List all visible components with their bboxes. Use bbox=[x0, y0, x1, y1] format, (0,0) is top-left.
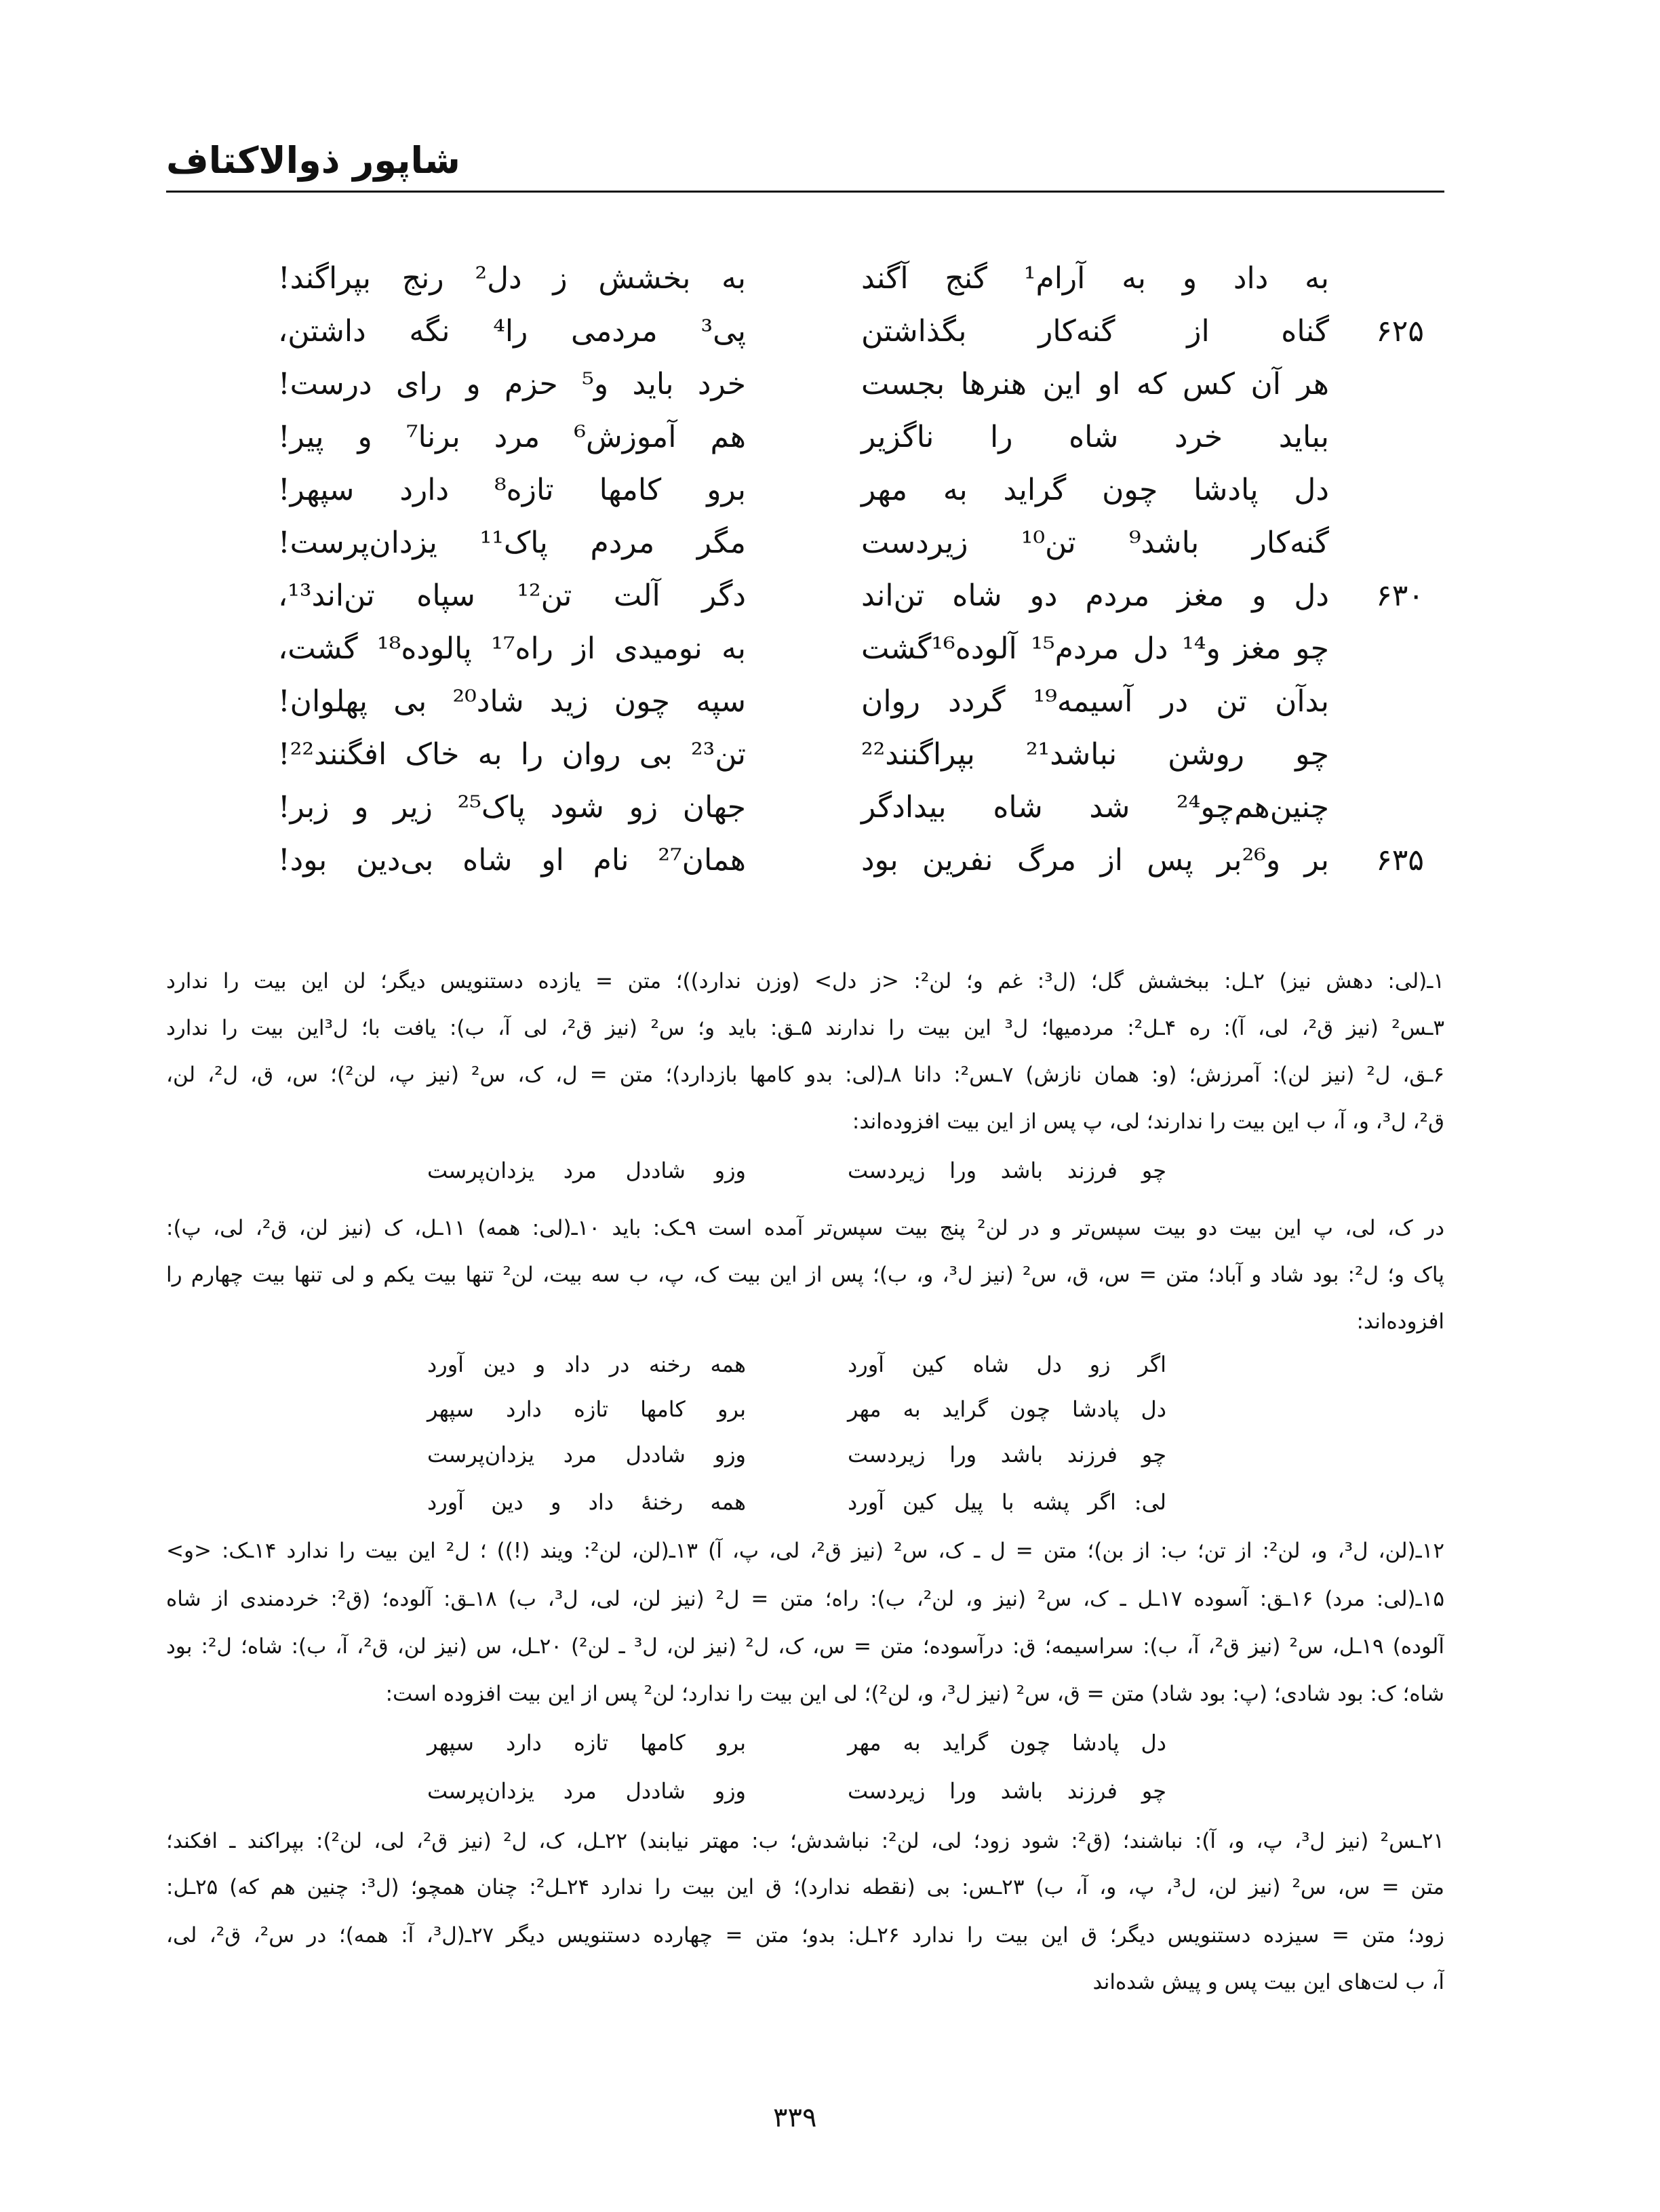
verse-row bbox=[258, 843, 1424, 890]
inserted-verse-second: وزو شاددل مرد یزدان‌پرست bbox=[427, 1442, 746, 1467]
inserted-verse-first: چو فرزند باشد ورا زیردست bbox=[848, 1778, 1166, 1804]
inserted-verse-first: چو فرزند باشد ورا زیردست bbox=[848, 1442, 1166, 1467]
footnote-line: ۳ـس² (نیز ق²، لی، آ): ره ۴ـل²: مردمیها؛ ل³ این بیت را ندارند ۵ـق: باید و؛ س² (نیز ق²، لی آ، ب): یافت با؛ ل³این بیت را ندارد bbox=[166, 1016, 1444, 1040]
inserted-verse-first: چو فرزند باشد ورا زیردست bbox=[848, 1158, 1166, 1183]
footnote-line: آلوده) ۱۹ـل، س² (نیز ق²، آ، ب): سراسیمه؛ ق: درآسوده؛ متن = س، ک، ل² (نیز لن، ل³ ـ لن²) ۲۰ـل، س (نیز لن، ق²، آ، ب): شاه؛ ل²: بود bbox=[166, 1634, 1444, 1659]
verse-row bbox=[258, 261, 1424, 309]
verse-first-hemistich: بر و²⁶بر پس از مرگ نفرین بود bbox=[861, 843, 1329, 877]
verse-first-hemistich: گناه از گنه‌کار بگذاشتن bbox=[861, 314, 1329, 349]
verse-second-hemistich: هم آموزش⁶ مرد برنا⁷ و پیر! bbox=[278, 420, 746, 454]
footnote-line: پاک و؛ ل²: بود شاد و آباد؛ متن = س، ق، س² (نیز ل³، و، ب)؛ پس از این بیت ک، پ، ب سه بیت، لن² تنها بیت یکم و لی تنها بیت چهارم را bbox=[166, 1263, 1444, 1287]
verse-second-hemistich: جهان زو شود پاک²⁵ زیر و زبر! bbox=[278, 790, 746, 825]
verse-second-hemistich: به بخشش ز دل² رنج بپراگند! bbox=[278, 261, 746, 296]
verse-row bbox=[258, 631, 1424, 679]
verse-second-hemistich: سپه چون زید شاد²⁰ بی پهلوان! bbox=[278, 684, 746, 719]
verse-first-hemistich: بدآن تن در آسیمه¹⁹ گردد روان bbox=[861, 684, 1329, 719]
verse-second-hemistich: به نومیدی از راه¹⁷ پالوده¹⁸ گشت، bbox=[278, 631, 746, 666]
verse-second-hemistich: دگر آلت تن¹² سپاه تن‌اند¹³، bbox=[278, 578, 746, 613]
verse-number: ۶۳۵ bbox=[1376, 843, 1424, 877]
inserted-verse bbox=[380, 1158, 1166, 1191]
verse-first-hemistich: چنین‌هم‌چو²⁴ شد شاه بیدادگر bbox=[861, 790, 1329, 825]
verse-first-hemistich: هر آن کس که او این هنرها بجست bbox=[861, 367, 1329, 401]
footnote-line: شاه؛ ک: بود شادی؛ (پ: بود شاد) متن = ق، س² (نیز ل³، و، لن²)؛ لی این بیت را ندارد؛ لن² پس از این بیت افزوده است: bbox=[385, 1682, 1444, 1706]
inserted-verse bbox=[380, 1730, 1166, 1764]
inserted-verse-second: برو کامها تازه دارد سپهر bbox=[427, 1396, 746, 1422]
inserted-verse-second: همه رخنهٔ داد و دین آورد bbox=[427, 1489, 746, 1515]
header-rule bbox=[166, 191, 1444, 193]
inserted-verse-first: اگر زو دل شاه کین آورد bbox=[848, 1351, 1166, 1377]
verse-row bbox=[258, 367, 1424, 414]
page-title: شاپور ذوالاکتاف bbox=[166, 139, 460, 182]
verse-second-hemistich: همان²⁷ نام او شاه بی‌دین بود! bbox=[278, 843, 746, 877]
verse-first-hemistich: بباید خرد شاه را ناگزیر bbox=[861, 420, 1329, 454]
verse-second-hemistich: برو کامها تازه⁸ دارد سپهر! bbox=[278, 473, 746, 507]
verse-first-hemistich: چو مغز و¹⁴ دل مردم¹⁵ آلوده¹⁶گشت bbox=[861, 631, 1329, 666]
inserted-verse-first: دل پادشا چون گراید به مهر bbox=[848, 1730, 1166, 1756]
footnote-line: ۱۵ـ(لی: مرد) ۱۶ـق: آسوده ۱۷ـل ـ ک، س² (نیز و، لن²، ب): راه؛ متن = ل² (نیز لن، لی، ل³، ب) ۱۸ـق: آلوده؛ (ق²: خردمندی از شاه bbox=[166, 1587, 1444, 1611]
verse-second-hemistich: خرد باید و⁵ حزم و رای درست! bbox=[278, 367, 746, 401]
verse-row bbox=[258, 314, 1424, 361]
inserted-verse-second: همه رخنه در داد و دین آورد bbox=[427, 1351, 746, 1377]
inserted-verse bbox=[380, 1489, 1166, 1523]
footnote-line: ۱ـ(لی: دهش نیز) ۲ـل: ببخشش گل؛ (ل³: غم و؛ لن²: <ز دل> (وزن ندارد))؛ متن = یازده دستنویس دیگر؛ لن این بیت را ندارد bbox=[166, 969, 1444, 993]
footnote-line: افزوده‌اند: bbox=[1356, 1309, 1444, 1334]
verse-first-hemistich: به داد و به آرام¹ گنج آگند bbox=[861, 261, 1329, 296]
verse-second-hemistich: مگر مردم پاک¹¹ یزدان‌پرست! bbox=[278, 526, 746, 560]
verse-row bbox=[258, 420, 1424, 467]
footnote-line: ۲۱ـس² (نیز ل³، پ، و، آ): نباشند؛ (ق²: شود زود؛ لی، لن²: نباشدش؛ ب: مهتر نیابند) ۲۲ـل، ک، ل² (نیز ق²، لی، لن²): بپراکند ـ افکند؛ bbox=[166, 1829, 1444, 1853]
verse-row bbox=[258, 684, 1424, 732]
verse-row bbox=[258, 578, 1424, 626]
verse-number: ۶۳۰ bbox=[1376, 578, 1424, 613]
verse-second-hemistich: تن²³ بی روان را به خاک افگنند²²! bbox=[278, 737, 746, 772]
footnote-line: ۶ـق، ل² (نیز لن): آمرزش؛ (و: همان نازش) ۷ـس²: دانا ۸ـ(لی: بدو کامها بازدارد)؛ متن = ل، ک، س² (نیز پ، لن²)؛ س، ق، ل²، لن، bbox=[166, 1063, 1444, 1087]
inserted-verse bbox=[380, 1442, 1166, 1476]
verse-first-hemistich: گنه‌کار باشد⁹ تن¹⁰ زیردست bbox=[861, 526, 1329, 560]
page-number: ۳۳۹ bbox=[773, 2102, 817, 2133]
footnote-line: ۱۲ـ(لن، ل³، و، لن²: از تن؛ ب: از بن)؛ متن = ل ـ ک، س² (نیز ق²، لی، پ، آ) ۱۳ـ(لن، لن²: ویند (!)) ؛ ل² این بیت را ندارد ۱۴ـک: <و> bbox=[166, 1539, 1444, 1563]
footnote-line: در ک، لی، پ این بیت دو بیت سپس‌تر و در لن² پنج بیت سپس‌تر آمده است ۹ـک: باید ۱۰ـ(لی: همه) ۱۱ـل، ک (نیز لن، ق²، لی، پ): bbox=[166, 1216, 1444, 1240]
footnote-line: ق²، ل³، و، آ، ب این بیت را ندارند؛ لی، پ پس از این بیت افزوده‌اند: bbox=[852, 1109, 1444, 1134]
verse-first-hemistich: دل و مغز مردم دو شاه تن‌اند bbox=[861, 578, 1329, 613]
inserted-verse bbox=[380, 1778, 1166, 1812]
verse-first-hemistich: چو روشن نباشد²¹ بپراگنند²² bbox=[861, 737, 1330, 772]
verse-first-hemistich: دل پادشا چون گراید به مهر bbox=[861, 473, 1329, 507]
inserted-verse bbox=[380, 1396, 1166, 1430]
inserted-verse-first: لی: اگر پشه با پیل کین آورد bbox=[848, 1489, 1166, 1515]
verse-second-hemistich: پی³ مردمی را⁴ نگه داشتن، bbox=[278, 314, 746, 349]
verse-row bbox=[258, 526, 1424, 573]
verse-row bbox=[258, 737, 1424, 785]
inserted-verse bbox=[380, 1351, 1166, 1385]
verse-row bbox=[258, 790, 1424, 837]
verse-row bbox=[258, 473, 1424, 520]
inserted-verse-second: برو کامها تازه دارد سپهر bbox=[427, 1730, 746, 1756]
footnote-line: آ، ب لت‌های این بیت پس و پیش شده‌اند bbox=[1092, 1970, 1444, 1994]
inserted-verse-first: دل پادشا چون گراید به مهر bbox=[848, 1396, 1166, 1422]
footnote-line: زود؛ متن = سیزده دستنویس دیگر؛ ق این بیت را ندارد ۲۶ـل: بدو؛ متن = چهارده دستنویس دیگر ۲۷ـ(ل³، آ: همه)؛ در س²، ق²، لی، bbox=[166, 1923, 1444, 1948]
footnote-line: متن = س، س² (نیز لن، ل³، پ، و، آ، ب) ۲۳ـس: بی (نقطه ندارد)؛ ق این بیت را ندارد ۲۴ـل²: چنان همچو؛ (ل³: چنین هم که) ۲۵ـل: bbox=[166, 1875, 1444, 1899]
inserted-verse-second: وزو شاددل مرد یزدان‌پرست bbox=[427, 1158, 746, 1183]
inserted-verse-second: وزو شاددل مرد یزدان‌پرست bbox=[427, 1778, 746, 1804]
verse-number: ۶۲۵ bbox=[1376, 314, 1424, 349]
